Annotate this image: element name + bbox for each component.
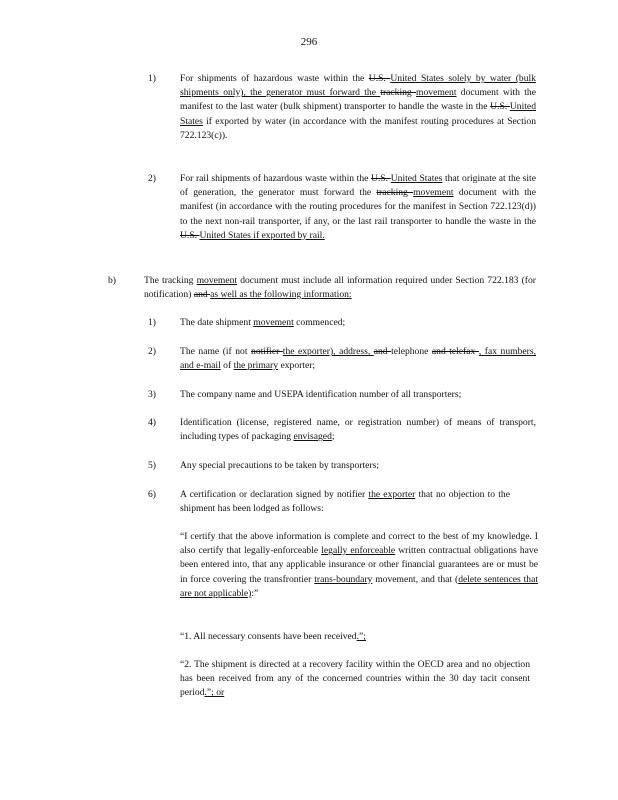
item-text: A certification or declaration signed by notifier the exporter that no objection to the shipment has been lodged as follows: <box>180 489 510 515</box>
item-text: The company name and USEPA identification number of all transporters; <box>180 389 462 400</box>
list-item-a1 <box>148 72 538 160</box>
option-text: “1. All necessary consents have been received.”; <box>180 631 366 642</box>
option-text: “2. The shipment is directed at a recovery facility within the OECD area and no objection has been received from any of the concerned countries within the 30 day tacit consent period.”; or <box>180 659 530 699</box>
list-item-b6 <box>148 488 538 520</box>
item-number: 2) <box>148 346 156 357</box>
item-number: 3) <box>148 389 156 400</box>
list-item-b2 <box>148 345 538 377</box>
item-text: For shipments of hazardous waste within the U.S. United States solely by water (bulk shipments only), the generator must forward the tracking movement document with the manifest to the last water (bulk shipment) transporter to handle the waste in the U.S. United States if exported by water (in accordance with the manifest routing procedures at Section 722.123(c)). <box>180 73 536 141</box>
item-number: b) <box>108 275 116 286</box>
list-item-b1 <box>148 316 538 332</box>
item-number: 4) <box>148 417 156 428</box>
item-number: 2) <box>148 173 156 184</box>
list-item-a2 <box>148 172 538 264</box>
list-item-b4 <box>148 416 538 448</box>
list-item-b <box>108 274 538 306</box>
quote-option-2 <box>180 658 538 704</box>
item-text: The name (if not notifier the exporter), address, and telephone and telefax , fax numbers, and e-mail of the primary exporter; <box>180 346 536 372</box>
list-item-b5 <box>148 459 538 475</box>
item-text: Any special precautions to be taken by transporters; <box>180 460 380 471</box>
list-item-b3 <box>148 388 538 404</box>
item-number: 6) <box>148 489 156 500</box>
item-number: 5) <box>148 460 156 471</box>
quote-text: “I certify that the above information is complete and correct to the best of my knowledge. I also certify that legally-enforceable legally enforceable written contractual obligations have been entered into, that any applicable insurance or other financial guarantees are or must be in force covering the transfrontier trans-boundary movement, and that (delete sentences that are not applicable):” <box>180 531 538 599</box>
item-text: Identification (license, registered name, or registration number) of means of transport, including types of packaging envisaged; <box>180 417 536 443</box>
item-number: 1) <box>148 317 156 328</box>
item-text: For rail shipments of hazardous waste within the U.S. United States that originate at the site of generation, the generator must forward the tracking movement document with the manifest (in accordance with the routing procedures for the manifest in Section 722.123(d)) to the next non-rail transporter, if any, or the last rail transporter to handle the waste in the U.S. United States if exported by rail. <box>180 173 536 241</box>
item-number: 1) <box>148 73 156 84</box>
certification-quote <box>180 530 538 620</box>
quote-option-1 <box>180 630 538 646</box>
item-text: The date shipment movement commenced; <box>180 317 346 328</box>
item-text: The tracking movement document must include all information required under Section 722.183 (for notification) and as well as the following information: <box>144 275 536 301</box>
page-number: 296 <box>300 36 318 48</box>
